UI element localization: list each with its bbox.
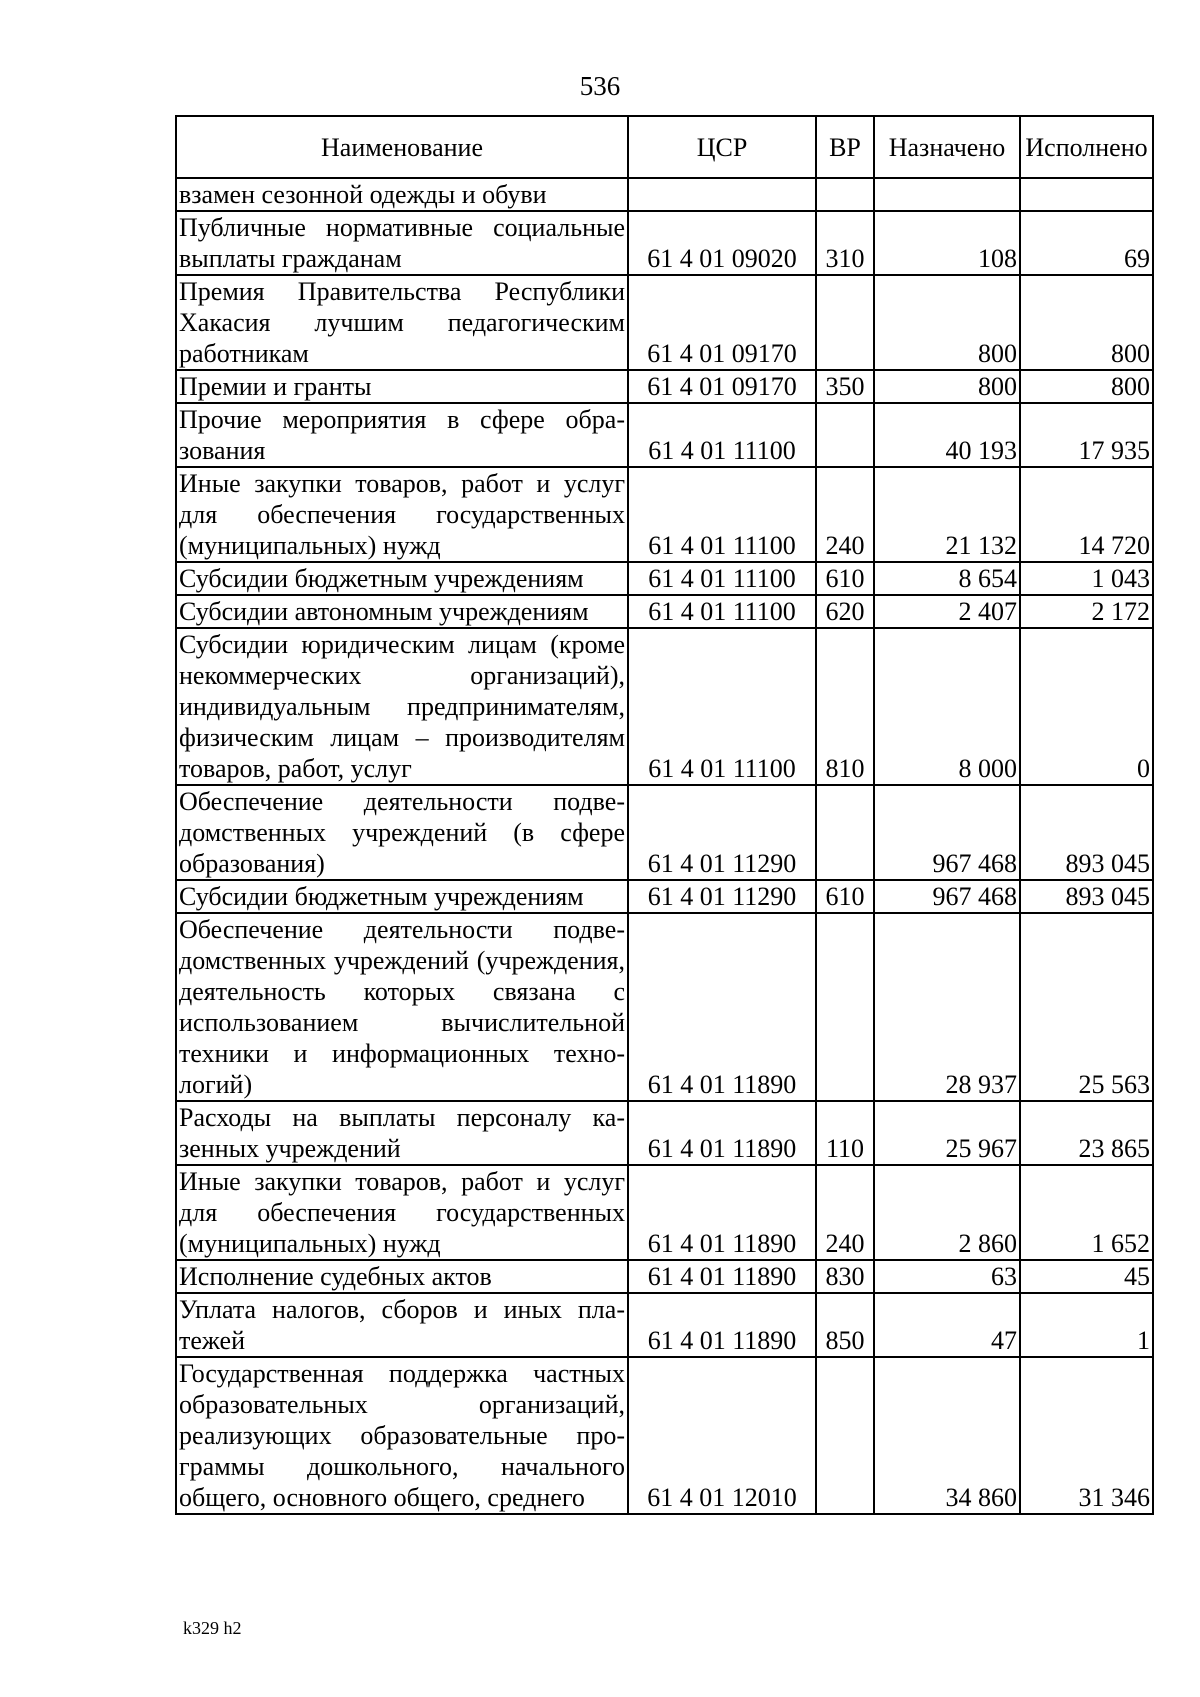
row-assigned: 21 132 (874, 467, 1020, 562)
footer-code: k329 h2 (183, 1618, 242, 1638)
table-row (176, 562, 1153, 595)
row-executed: 1 (1020, 1293, 1153, 1357)
row-assigned: 40 193 (874, 403, 1020, 467)
row-vr: 620 (816, 595, 874, 628)
table-row (176, 1293, 1153, 1357)
row-vr: 810 (816, 628, 874, 785)
row-executed: 893 045 (1020, 880, 1153, 913)
row-csr: 61 4 01 09170 (628, 275, 816, 370)
row-csr: 61 4 01 12010 (628, 1357, 816, 1514)
table-row (176, 1260, 1153, 1293)
row-name: Премии и гранты (176, 370, 628, 403)
row-executed: 893 045 (1020, 785, 1153, 880)
row-vr: 610 (816, 880, 874, 913)
row-csr: 61 4 01 11890 (628, 1101, 816, 1165)
table-row (176, 913, 1153, 1101)
table-row (176, 1357, 1153, 1514)
table-row (176, 785, 1153, 880)
row-executed: 2 172 (1020, 595, 1153, 628)
row-executed: 1 043 (1020, 562, 1153, 595)
row-csr: 61 4 01 11290 (628, 785, 816, 880)
row-assigned: 2 860 (874, 1165, 1020, 1260)
row-assigned: 800 (874, 275, 1020, 370)
row-name: Расходы на выплаты персоналу казенных учреждений (176, 1101, 628, 1165)
row-executed (1020, 178, 1153, 211)
row-csr: 61 4 01 11100 (628, 628, 816, 785)
row-name: Премия Правительства Республики Хакасия лучшим педагогическим работникам (176, 275, 628, 370)
table-row (176, 211, 1153, 275)
table-row (176, 403, 1153, 467)
table-row (176, 275, 1153, 370)
row-name: Обеспечение деятельности подведомственных учреждений (учреждения, деятельность которых связана с использованием вычислительной техники и информационных технологий) (176, 913, 628, 1101)
table-row (176, 628, 1153, 785)
row-name: Иные закупки товаров, работ и услуг для обеспечения государственных (муниципальных) нужд (176, 1165, 628, 1260)
row-assigned: 25 967 (874, 1101, 1020, 1165)
row-executed: 0 (1020, 628, 1153, 785)
row-assigned: 108 (874, 211, 1020, 275)
row-csr (628, 178, 816, 211)
row-assigned: 8 000 (874, 628, 1020, 785)
row-csr: 61 4 01 11890 (628, 1260, 816, 1293)
row-csr: 61 4 01 11290 (628, 880, 816, 913)
table-row (176, 1165, 1153, 1260)
row-vr: 240 (816, 467, 874, 562)
header-executed: Исполнено (1020, 116, 1153, 178)
row-csr: 61 4 01 11100 (628, 403, 816, 467)
row-executed: 1 652 (1020, 1165, 1153, 1260)
row-executed: 17 935 (1020, 403, 1153, 467)
row-name: Субсидии юридическим лицам (кроме некоммерческих организаций), индивидуальным предпринимателям, физическим лицам – производителям товаров, работ, услуг (176, 628, 628, 785)
table-row (176, 178, 1153, 211)
row-executed: 25 563 (1020, 913, 1153, 1101)
row-vr (816, 785, 874, 880)
row-csr: 61 4 01 09170 (628, 370, 816, 403)
row-assigned: 8 654 (874, 562, 1020, 595)
row-executed: 23 865 (1020, 1101, 1153, 1165)
row-assigned: 967 468 (874, 880, 1020, 913)
row-executed: 800 (1020, 275, 1153, 370)
table-row (176, 595, 1153, 628)
table-row (176, 370, 1153, 403)
row-name: Публичные нормативные социальные выплаты гражданам (176, 211, 628, 275)
row-csr: 61 4 01 11890 (628, 913, 816, 1101)
row-csr: 61 4 01 11100 (628, 562, 816, 595)
row-assigned: 2 407 (874, 595, 1020, 628)
row-name: Государственная поддержка частных образовательных организаций, реализующих образовательные программы дошкольного, начального общего, основного общего, среднего (176, 1357, 628, 1514)
budget-execution-table (175, 115, 1154, 1515)
row-name: Прочие мероприятия в сфере образования (176, 403, 628, 467)
row-name: Уплата налогов, сборов и иных платежей (176, 1293, 628, 1357)
row-name: взамен сезонной одежды и обуви (176, 178, 628, 211)
header-csr: ЦСР (628, 116, 816, 178)
table-row (176, 1101, 1153, 1165)
row-vr: 310 (816, 211, 874, 275)
row-name: Обеспечение деятельности подведомственных учреждений (в сфере образования) (176, 785, 628, 880)
header-vr: ВР (816, 116, 874, 178)
row-name: Субсидии бюджетным учреждениям (176, 562, 628, 595)
row-vr (816, 403, 874, 467)
row-csr: 61 4 01 11100 (628, 467, 816, 562)
row-assigned: 800 (874, 370, 1020, 403)
row-vr: 830 (816, 1260, 874, 1293)
row-vr: 610 (816, 562, 874, 595)
header-assigned: Назначено (874, 116, 1020, 178)
row-vr: 110 (816, 1101, 874, 1165)
row-assigned: 34 860 (874, 1357, 1020, 1514)
row-csr: 61 4 01 11100 (628, 595, 816, 628)
row-vr: 240 (816, 1165, 874, 1260)
row-executed: 800 (1020, 370, 1153, 403)
row-executed: 31 346 (1020, 1357, 1153, 1514)
table-row (176, 880, 1153, 913)
header-name: Наименование (176, 116, 628, 178)
row-csr: 61 4 01 11890 (628, 1165, 816, 1260)
row-csr: 61 4 01 11890 (628, 1293, 816, 1357)
row-csr: 61 4 01 09020 (628, 211, 816, 275)
row-assigned: 63 (874, 1260, 1020, 1293)
row-name: Субсидии автономным учреждениям (176, 595, 628, 628)
row-name: Исполнение судебных актов (176, 1260, 628, 1293)
table-header-row (176, 116, 1153, 178)
row-vr (816, 913, 874, 1101)
page-number: 536 (579, 71, 621, 101)
row-name: Иные закупки товаров, работ и услуг для обеспечения государственных (муниципальных) нужд (176, 467, 628, 562)
row-vr (816, 1357, 874, 1514)
row-assigned: 28 937 (874, 913, 1020, 1101)
row-name: Субсидии бюджетным учреждениям (176, 880, 628, 913)
row-vr (816, 275, 874, 370)
row-assigned: 967 468 (874, 785, 1020, 880)
row-executed: 45 (1020, 1260, 1153, 1293)
row-assigned: 47 (874, 1293, 1020, 1357)
row-executed: 69 (1020, 211, 1153, 275)
table-row (176, 467, 1153, 562)
row-executed: 14 720 (1020, 467, 1153, 562)
row-assigned (874, 178, 1020, 211)
row-vr (816, 178, 874, 211)
row-vr: 350 (816, 370, 874, 403)
row-vr: 850 (816, 1293, 874, 1357)
